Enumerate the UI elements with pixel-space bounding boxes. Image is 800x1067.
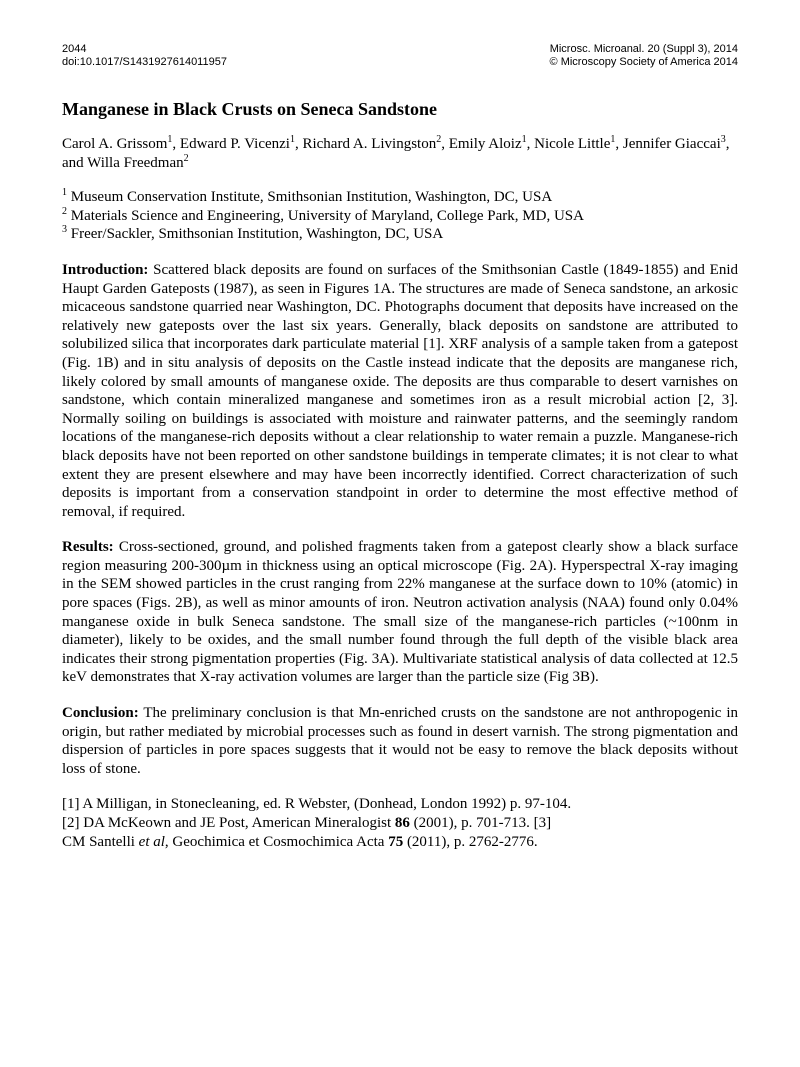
reference-item	[62, 814, 738, 833]
page-number: 2044	[62, 43, 87, 55]
paper-body	[62, 98, 738, 851]
author-affiliation: 1	[289, 134, 295, 145]
reference-item: [1] A Milligan, in Stonecleaning, ed. R Webster, (Donhead, London 1992) p. 97-104.	[62, 796, 572, 813]
affiliation-number: 1	[62, 187, 67, 199]
journal-citation: Microsc. Microanal. 20 (Suppl 3), 2014	[549, 43, 738, 55]
author-name: Jennifer Giaccai	[622, 136, 721, 152]
author-affiliation: 1	[167, 134, 173, 145]
reference-text: (2011), p. 2762-2776.	[403, 833, 538, 850]
author-list: Carol A. Grissom$^1$, Edward P. Vicenzi$^1$, Richard A. Livingston$^2$, Emily Aloiz$^1$, Nicole Little$^1$, Jennifer Giaccai$^3$, and Willa Freedman$^2$	[62, 134, 730, 171]
author-name: Willa Freedman	[87, 154, 184, 171]
reference-text: [2] DA McKeown and JE Post, American Mineralogist	[62, 815, 395, 831]
reference-item	[62, 833, 738, 852]
running-header-right	[550, 43, 738, 69]
conclusion-text: The preliminary conclusion is that Mn-enriched crusts on the sandstone are not anthropogenic in origin, but rather mediated by microbial processes such as found in desert varnish. The strong pigmentation and dispersion of particles in pore spaces suggests that it would not be easy to remove the black deposits without loss of stone.	[62, 705, 738, 777]
conclusion-section	[62, 704, 738, 778]
author-affiliation: 2	[183, 152, 189, 164]
reference-text: (2001), p. 701-713. [3]	[409, 815, 552, 831]
introduction-section	[62, 261, 738, 521]
author-name: Edward P. Vicenzi	[179, 136, 290, 152]
running-header-left	[62, 43, 227, 69]
author-affiliation: 1	[521, 134, 527, 145]
introduction-text: Scattered black deposits are found on surfaces of the Smithsonian Castle (1849-1855) and Enid Haupt Garden Gateposts (1987), as seen in Figures 1A. The structures are made of Seneca sandstone, an arkosic micaceous sandstone quarried near Washington, DC. Photographs document that deposits have increased on the relatively new gateposts over the last six years. Generally, black deposits on sandstone are attributed to solubilized silica that incorporates dark particulate material [1]. XRF analysis of a sample taken from a gatepost (Fig. 1B) and in situ analysis of deposits on the Castle instead indicate that the deposits are manganese rich, likely colored by small amounts of manganese oxide. The deposits are thus comparable to desert varnishes on sandstone, which contain mineralized manganese and sometimes iron as a result microbial action [2, 3]. Normally soiling on buildings is associated with moisture and rainwater patterns, and the seemingly random locations of the manganese-rich deposits without a clear relationship to water remain a puzzle. Manganese-rich black deposits have not been reported on other sandstone buildings in temperate climates; it is not clear to what extent they are present elsewhere and may have been incorrectly identified. Correct characterization of such deposits is important from a conservation standpoint in order to determine the most effective method of removal, if required.	[62, 261, 738, 520]
affiliation-item	[62, 188, 738, 207]
author-name: Carol A. Grissom	[62, 136, 168, 152]
results-heading: Results:	[62, 539, 114, 556]
reference-text: , Geochimica et Cosmochimica Acta	[164, 833, 389, 850]
author-name: Nicole Little	[534, 136, 611, 152]
doi: doi:10.1017/S1431927614011957	[62, 56, 227, 68]
affiliation-number: 3	[62, 224, 67, 236]
affiliation-item	[62, 225, 738, 244]
affiliation-text: Freer/Sackler, Smithsonian Institution, Washington, DC, USA	[70, 226, 444, 243]
copyright: © Microscopy Society of America 2014	[549, 56, 738, 68]
results-text: Cross-sectioned, ground, and polished fragments taken from a gatepost clearly show a black surface region measuring 200-300µm in thickness using an optical microscope (Fig. 2A). Hyperspectral X-ray imaging in the SEM showed particles in the crust ranging from 22% manganese at the surface down to 10% (atomic) in pore spaces (Figs. 2B), as well as minor amounts of iron. Neutron activation analysis (NAA) found only 0.04% manganese oxide in bulk Seneca sandstone. The small size of the manganese-rich particles (~100nm in diameter), likely to be oxides, and the small number found through the full depth of the visible black area indicates their strong pigmentation properties (Fig. 3A). Multivariate statistical analysis of data collected at 12.5 keV demonstrates that X-ray activation volumes are larger than the particle size (Fig 3B).	[62, 539, 738, 686]
author-affiliation: 1	[610, 134, 616, 145]
affiliation-list	[62, 188, 738, 244]
author-name: Richard A. Livingston	[302, 136, 437, 152]
affiliation-item	[62, 207, 738, 226]
affiliation-number: 2	[62, 205, 67, 217]
author-name: Emily Aloiz	[448, 136, 522, 152]
affiliation-text: Materials Science and Engineering, University of Maryland, College Park, MD, USA	[70, 207, 584, 224]
conclusion-heading: Conclusion:	[62, 705, 139, 722]
reference-volume: 86	[394, 815, 410, 831]
reference-volume: 75	[388, 833, 404, 850]
affiliation-text: Museum Conservation Institute, Smithsonian Institution, Washington, DC, USA	[70, 189, 553, 206]
reference-text: CM Santelli	[62, 833, 139, 850]
author-affiliation: 2	[436, 134, 442, 145]
reference-etal: et al	[138, 833, 165, 850]
introduction-heading: Introduction:	[62, 261, 149, 278]
results-section	[62, 538, 738, 687]
author-affiliation: 3	[720, 134, 726, 145]
reference-list	[62, 795, 738, 851]
paper-title: Manganese in Black Crusts on Seneca Sandstone	[62, 99, 438, 119]
author-conjunction: and	[62, 154, 84, 171]
